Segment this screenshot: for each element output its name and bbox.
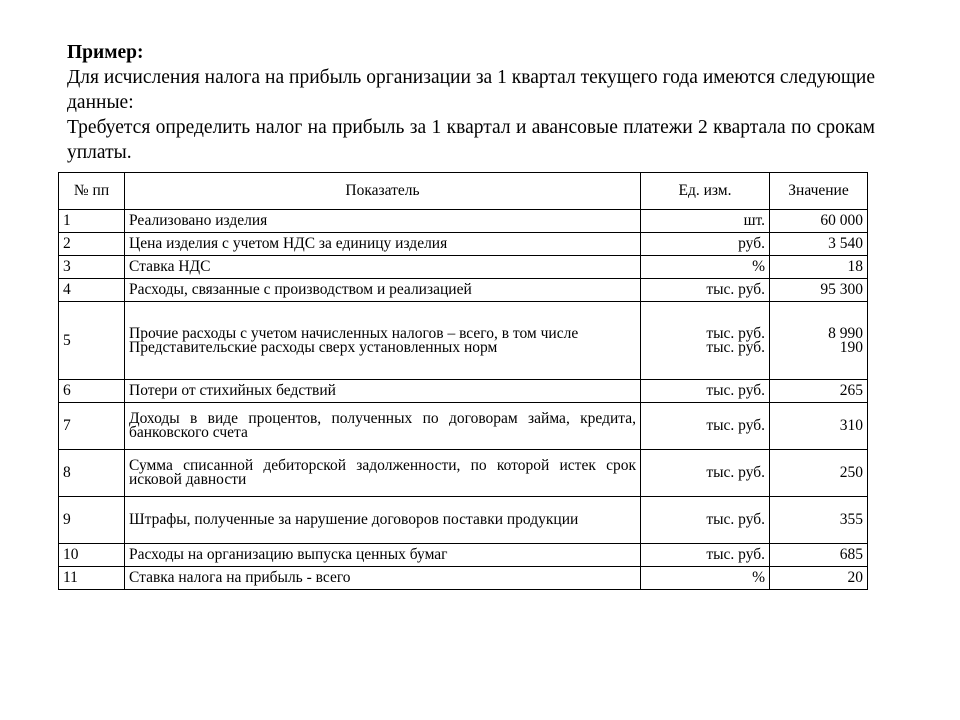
table-row bbox=[59, 544, 868, 567]
row-value: 250 bbox=[770, 450, 868, 497]
row-num: 8 bbox=[59, 450, 125, 497]
intro-block bbox=[67, 40, 875, 165]
example-title: Пример: bbox=[67, 42, 144, 63]
row-num: 3 bbox=[59, 256, 125, 279]
table-row bbox=[59, 210, 868, 233]
row-name: Ставка налога на прибыль - всего bbox=[125, 567, 641, 590]
row-name: Расходы на организацию выпуска ценных бумаг bbox=[125, 544, 641, 567]
row-name: Цена изделия с учетом НДС за единицу изделия bbox=[125, 233, 641, 256]
row-num: 2 bbox=[59, 233, 125, 256]
row-value: 95 300 bbox=[770, 279, 868, 302]
header-num: № пп bbox=[59, 173, 125, 210]
row-name: Расходы, связанные с производством и реализацией bbox=[125, 279, 641, 302]
row-value: 310 bbox=[770, 403, 868, 450]
header-name: Показатель bbox=[125, 173, 641, 210]
header-unit: Ед. изм. bbox=[641, 173, 770, 210]
row-name: Прочие расходы с учетом начисленных налогов – всего, в том числе bbox=[129, 324, 579, 342]
table-row bbox=[59, 256, 868, 279]
row-unit: тыс. руб. bbox=[641, 544, 770, 567]
row-name: Штрафы, полученные за нарушение договоров поставки продукции bbox=[125, 497, 641, 544]
table-header-row bbox=[59, 173, 868, 210]
row-unit: тыс. руб. bbox=[641, 279, 770, 302]
row-value: 8 990 bbox=[828, 324, 863, 342]
table-row bbox=[59, 567, 868, 590]
row-name: Доходы в виде процентов, полученных по договорам займа, кредита, банковского счета bbox=[125, 403, 641, 450]
table-row bbox=[59, 279, 868, 302]
row-name: Потери от стихийных бедствий bbox=[125, 380, 641, 403]
row-name-cell bbox=[125, 302, 641, 380]
row-num: 6 bbox=[59, 380, 125, 403]
row-value: 18 bbox=[770, 256, 868, 279]
table-row bbox=[59, 302, 868, 380]
row-unit: руб. bbox=[641, 233, 770, 256]
row-name-sub: Представительские расходы сверх установленных норм bbox=[129, 338, 498, 356]
row-value: 685 bbox=[770, 544, 868, 567]
row-name: Сумма списанной дебиторской задолженности, по которой истек срок исковой давности bbox=[125, 450, 641, 497]
row-unit: тыс. руб. bbox=[641, 403, 770, 450]
header-value: Значение bbox=[770, 173, 868, 210]
row-num: 9 bbox=[59, 497, 125, 544]
intro-paragraph-task: Требуется определить налог на прибыль за 1 квартал и авансовые платежи 2 квартала по срокам уплаты. bbox=[67, 117, 875, 163]
row-unit: тыс. руб. bbox=[641, 450, 770, 497]
table-row bbox=[59, 497, 868, 544]
row-unit: тыс. руб. bbox=[641, 497, 770, 544]
row-unit: % bbox=[641, 256, 770, 279]
row-name: Ставка НДС bbox=[125, 256, 641, 279]
table-row bbox=[59, 450, 868, 497]
row-num: 5 bbox=[59, 302, 125, 380]
row-value: 60 000 bbox=[770, 210, 868, 233]
row-value: 20 bbox=[770, 567, 868, 590]
intro-paragraph-data: Для исчисления налога на прибыль организации за 1 квартал текущего года имеются следующие данные: bbox=[67, 67, 875, 113]
row-value: 355 bbox=[770, 497, 868, 544]
row-unit-cell bbox=[641, 302, 770, 380]
row-unit: шт. bbox=[641, 210, 770, 233]
table-row bbox=[59, 403, 868, 450]
table-row bbox=[59, 380, 868, 403]
row-unit: тыс. руб. bbox=[706, 324, 765, 342]
row-unit-sub: тыс. руб. bbox=[706, 338, 765, 356]
table-row bbox=[59, 233, 868, 256]
row-value: 265 bbox=[770, 380, 868, 403]
indicators-table bbox=[58, 172, 868, 590]
row-unit: тыс. руб. bbox=[641, 380, 770, 403]
row-num: 10 bbox=[59, 544, 125, 567]
row-value-sub: 190 bbox=[839, 338, 863, 356]
row-value-cell bbox=[770, 302, 868, 380]
row-num: 4 bbox=[59, 279, 125, 302]
row-unit: % bbox=[641, 567, 770, 590]
row-num: 7 bbox=[59, 403, 125, 450]
row-name: Реализовано изделия bbox=[125, 210, 641, 233]
row-num: 1 bbox=[59, 210, 125, 233]
row-value: 3 540 bbox=[770, 233, 868, 256]
row-num: 11 bbox=[59, 567, 125, 590]
